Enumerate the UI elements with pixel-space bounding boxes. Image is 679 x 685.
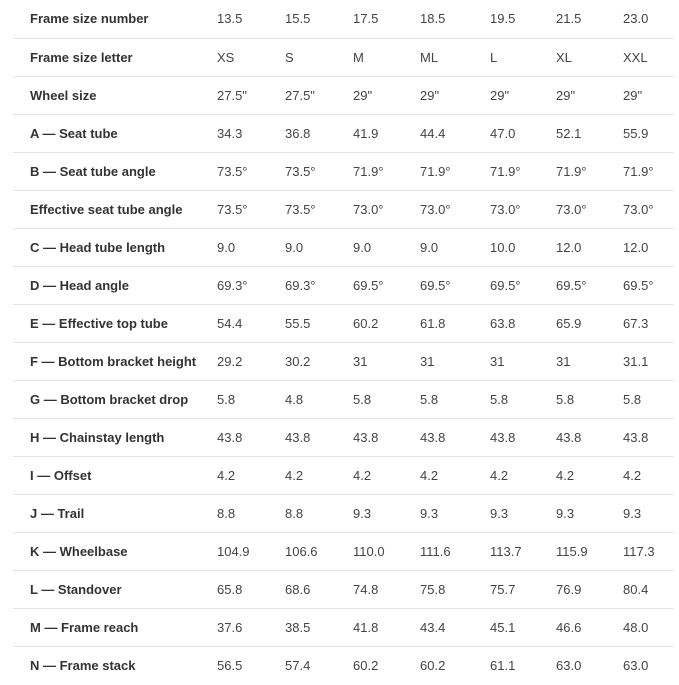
table-row: [13, 570, 674, 608]
table-cell: 73.0°: [353, 190, 420, 228]
table-cell: 31: [353, 342, 420, 380]
table-cell: 71.9°: [353, 152, 420, 190]
table-cell: 9.3: [556, 494, 623, 532]
table-cell: 48.0: [623, 608, 674, 646]
table-cell: 117.3: [623, 532, 674, 570]
table-cell: 4.2: [490, 456, 556, 494]
geometry-table-body: [13, 0, 674, 684]
table-cell: 47.0: [490, 114, 556, 152]
table-cell: 31: [556, 342, 623, 380]
table-cell: 104.9: [217, 532, 285, 570]
table-cell: 80.4: [623, 570, 674, 608]
table-row: [13, 342, 674, 380]
table-cell: 71.9°: [623, 152, 674, 190]
row-label: G — Bottom bracket drop: [13, 380, 217, 418]
table-row: [13, 0, 674, 38]
table-cell: 9.3: [623, 494, 674, 532]
row-label: M — Frame reach: [13, 608, 217, 646]
table-cell: 60.2: [420, 657, 446, 673]
table-cell: 75.8: [420, 570, 490, 608]
table-cell: 43.8: [217, 418, 285, 456]
table-row: [13, 304, 674, 342]
table-cell: 9.0: [353, 228, 420, 266]
table-cell: 9.3: [420, 494, 490, 532]
table-row: [13, 228, 674, 266]
table-cell: 73.5°: [285, 152, 353, 190]
table-cell: 5.8: [623, 380, 674, 418]
table-cell: 75.7: [490, 570, 556, 608]
table-cell: 4.2: [353, 456, 420, 494]
table-cell: 73.5°: [217, 190, 285, 228]
table-cell: 63.8: [490, 304, 556, 342]
table-cell: 9.0: [217, 228, 285, 266]
table-cell: 29": [556, 76, 623, 114]
table-cell: 110.0: [353, 532, 420, 570]
table-cell: 23.0: [623, 0, 674, 38]
table-cell: 67.3: [623, 304, 674, 342]
table-cell: 5.8: [556, 380, 623, 418]
table-cell: 4.2: [556, 456, 623, 494]
row-label: I — Offset: [13, 456, 217, 494]
table-cell: 4.2: [285, 456, 353, 494]
table-row: [13, 190, 674, 228]
table-cell: 9.0: [420, 228, 490, 266]
row-label: Effective seat tube angle: [13, 190, 217, 228]
row-label: D — Head angle: [13, 266, 217, 304]
table-cell: 63.0: [623, 657, 649, 673]
table-cell: 27.5": [285, 76, 353, 114]
table-cell: 43.4: [420, 608, 490, 646]
row-label: E — Effective top tube: [13, 304, 217, 342]
table-row: [13, 608, 674, 646]
table-cell: 37.6: [217, 608, 285, 646]
table-row: [13, 646, 674, 684]
table-cell: 31.1: [623, 342, 674, 380]
table-cell: 12.0: [556, 228, 623, 266]
table-row: [13, 532, 674, 570]
table-cell: 113.7: [490, 532, 556, 570]
table-cell: ML: [420, 38, 490, 76]
table-cell: 29": [353, 76, 420, 114]
table-cell: 43.8: [420, 418, 490, 456]
table-cell: 4.2: [217, 456, 285, 494]
table-cell: 106.6: [285, 532, 353, 570]
table-row: [13, 494, 674, 532]
table-cell: 55.9: [623, 114, 674, 152]
table-row: [13, 152, 674, 190]
table-cell: 30.2: [285, 342, 353, 380]
table-cell: 5.8: [217, 380, 285, 418]
table-cell: 73.0°: [556, 190, 623, 228]
table-cell: 43.8: [623, 418, 674, 456]
table-cell: M: [353, 38, 420, 76]
row-label: N — Frame stack: [30, 657, 136, 673]
row-label: Frame size number: [13, 0, 217, 38]
table-row: [13, 114, 674, 152]
table-cell: 29": [623, 76, 674, 114]
table-cell: 29": [490, 76, 556, 114]
table-cell: 34.3: [217, 114, 285, 152]
table-cell: 55.5: [285, 304, 353, 342]
table-cell: 19.5: [490, 0, 556, 38]
table-cell: 27.5": [217, 76, 285, 114]
table-cell: 15.5: [285, 0, 353, 38]
table-cell: 36.8: [285, 114, 353, 152]
table-cell: 41.8: [353, 608, 420, 646]
table-cell: 69.5°: [353, 266, 420, 304]
table-cell: 61.8: [420, 304, 490, 342]
table-cell: 13.5: [217, 0, 285, 38]
table-cell: 9.0: [285, 228, 353, 266]
table-cell: 31: [420, 342, 490, 380]
table-cell: 9.3: [490, 494, 556, 532]
table-cell: 52.1: [556, 114, 623, 152]
table-cell: 115.9: [556, 532, 623, 570]
table-cell: 8.8: [285, 494, 353, 532]
table-cell: 57.4: [285, 657, 311, 673]
table-cell: 29": [420, 76, 490, 114]
table-cell: 43.8: [490, 418, 556, 456]
table-cell: 31: [490, 342, 556, 380]
table-cell: 68.6: [285, 570, 353, 608]
table-cell: 69.5°: [623, 266, 674, 304]
table-cell: 9.3: [353, 494, 420, 532]
row-label: F — Bottom bracket height: [13, 342, 217, 380]
row-label: C — Head tube length: [13, 228, 217, 266]
table-cell: 5.8: [353, 380, 420, 418]
table-cell: 29.2: [217, 342, 285, 380]
table-cell: 73.0°: [623, 190, 674, 228]
table-cell: 73.0°: [420, 190, 490, 228]
table-row: [13, 76, 674, 114]
table-row: [13, 380, 674, 418]
table-cell: 111.6: [420, 532, 490, 570]
table-cell: 69.3°: [217, 266, 285, 304]
table-cell: 60.2: [353, 304, 420, 342]
row-label: Frame size letter: [13, 38, 217, 76]
table-cell: 56.5: [217, 657, 243, 673]
table-cell: 4.2: [420, 456, 490, 494]
table-cell: 10.0: [490, 228, 556, 266]
table-cell: 41.9: [353, 114, 420, 152]
table-cell: 5.8: [490, 380, 556, 418]
table-cell: 73.0°: [490, 190, 556, 228]
table-cell: 63.0: [556, 657, 582, 673]
table-cell: 71.9°: [490, 152, 556, 190]
row-label: H — Chainstay length: [13, 418, 217, 456]
table-cell: L: [490, 38, 556, 76]
table-cell: 4.8: [285, 380, 353, 418]
table-cell: 43.8: [285, 418, 353, 456]
table-cell: 18.5: [420, 0, 490, 38]
table-cell: 76.9: [556, 570, 623, 608]
row-label: K — Wheelbase: [13, 532, 217, 570]
table-cell: 5.8: [420, 380, 490, 418]
table-cell: 12.0: [623, 228, 674, 266]
table-cell: 65.9: [556, 304, 623, 342]
table-row: [13, 38, 674, 76]
table-cell: 69.5°: [420, 266, 490, 304]
table-row: [13, 266, 674, 304]
table-cell: 60.2: [353, 657, 379, 673]
table-cell: 71.9°: [556, 152, 623, 190]
table-cell: 17.5: [353, 0, 420, 38]
table-cell: 73.5°: [285, 190, 353, 228]
table-cell: 65.8: [217, 570, 285, 608]
table-cell: 43.8: [556, 418, 623, 456]
table-cell: 61.1: [490, 657, 516, 673]
table-cell: XL: [556, 38, 623, 76]
table-cell: XS: [217, 38, 285, 76]
geometry-table: [13, 0, 674, 684]
row-label: L — Standover: [13, 570, 217, 608]
table-cell: 45.1: [490, 608, 556, 646]
table-cell: 69.3°: [285, 266, 353, 304]
table-cell: 43.8: [353, 418, 420, 456]
row-label: Wheel size: [13, 76, 217, 114]
table-cell: 4.2: [623, 456, 674, 494]
row-label: A — Seat tube: [13, 114, 217, 152]
row-label: B — Seat tube angle: [13, 152, 217, 190]
table-row: [13, 456, 674, 494]
table-cell: 74.8: [353, 570, 420, 608]
table-cell: 69.5°: [490, 266, 556, 304]
table-cell: XXL: [623, 38, 674, 76]
table-cell: 54.4: [217, 304, 285, 342]
table-cell: 44.4: [420, 114, 490, 152]
table-cell: 46.6: [556, 608, 623, 646]
table-row: [13, 418, 674, 456]
row-label: J — Trail: [13, 494, 217, 532]
table-cell: 69.5°: [556, 266, 623, 304]
table-cell: 38.5: [285, 608, 353, 646]
table-cell: 71.9°: [420, 152, 490, 190]
table-cell: S: [285, 38, 353, 76]
table-cell: 8.8: [217, 494, 285, 532]
table-cell: 73.5°: [217, 152, 285, 190]
table-cell: 21.5: [556, 0, 623, 38]
